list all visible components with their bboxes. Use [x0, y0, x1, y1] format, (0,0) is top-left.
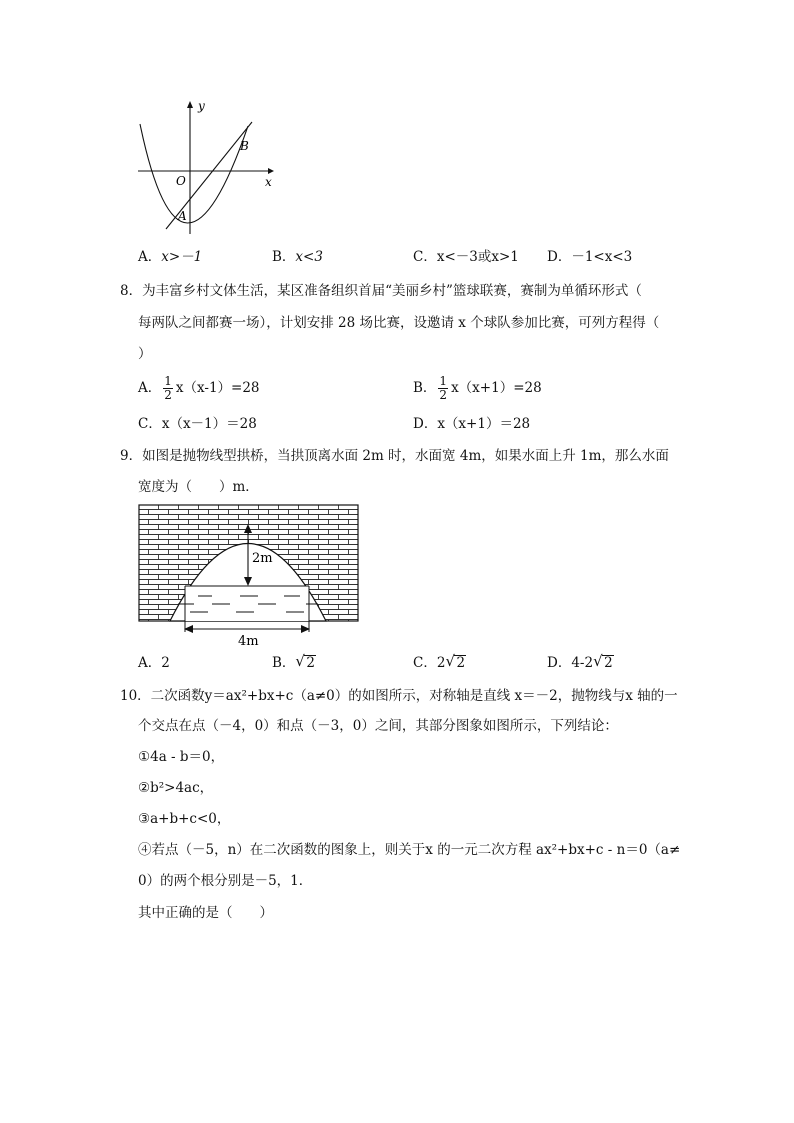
y-label: y — [198, 99, 205, 113]
q8-stem-line3: ） — [138, 346, 152, 362]
height-label: 2m — [252, 551, 273, 566]
q8-option-a — [138, 374, 260, 402]
q8-option-b — [413, 374, 542, 402]
option-letter: C． — [413, 249, 437, 265]
option-value: x（x+1）=28 — [451, 380, 542, 396]
fraction: $\frac{1}{2}$ — [164, 374, 172, 402]
option-value: x>－1 — [161, 249, 203, 265]
q9-option-d: D．4-2 √ 2 — [547, 652, 613, 671]
q10-statement-4-line2: 0）的两个根分别是－5，1． — [138, 873, 313, 889]
sqrt-expr: √ 2 — [593, 652, 613, 671]
q10-statement-2: ②b²>4ac， — [138, 780, 214, 796]
option-letter: A． — [138, 380, 162, 396]
q8-option-c: C．x（x－1）＝28 — [138, 416, 257, 432]
option-letter: D． — [547, 249, 572, 265]
option-letter: A． — [138, 249, 162, 265]
option-value: x<3 — [295, 249, 323, 265]
point-b-label: B — [240, 139, 249, 153]
q10-statement-1: ①4a - b＝0， — [138, 749, 225, 765]
option-letter: B． — [272, 655, 296, 671]
q10-statement-3: ③a+b+c<0， — [138, 811, 231, 827]
width-label: 4m — [238, 634, 259, 648]
q7-option-a — [138, 247, 202, 267]
q7-option-c — [413, 247, 519, 267]
q8-stem-line1: 8．为丰富乡村文体生活，某区准备组织首届“美丽乡村”篮球联赛，赛制为单循环形式（ — [120, 283, 642, 299]
option-value: －1<x<3 — [571, 249, 633, 265]
point-a-label: A — [178, 209, 187, 223]
sqrt-expr: √ 2 — [445, 652, 466, 671]
q10-stem-line1: 10．二次函数y＝ax²+bx+c（a≠0）的如图所示，对称轴是直线 x＝－2，抛物线与x 轴的一 — [120, 688, 678, 704]
sqrt-expr: √ 2 — [295, 652, 316, 671]
q9-option-c: C．2 √ 2 — [413, 652, 466, 671]
q9-option-a: A．2 — [138, 655, 170, 671]
q8-stem-line2: 每两队之间都赛一场），计划安排 28 场比赛，设邀请 x 个球队参加比赛，可列方程得（ — [138, 315, 660, 331]
q9-stem-line2: 宽度为（ ）m． — [138, 479, 259, 495]
option-value: x<－3或x>1 — [436, 249, 519, 265]
q10-question: 其中正确的是（ ） — [138, 905, 273, 921]
fraction: $\frac{1}{2}$ — [439, 374, 448, 402]
q10-statement-4-line1: ④若点（－5，n）在二次函数的图象上，则关于x 的一元二次方程 ax²+bx+c - n＝0（a≠ — [138, 842, 681, 858]
option-letter: B． — [413, 380, 437, 396]
option-letter: D． — [547, 655, 572, 671]
option-letter: B． — [272, 249, 296, 265]
q8-option-d: D．x（x+1）＝28 — [413, 416, 531, 432]
arch-bridge-figure — [138, 504, 362, 648]
q10-stem-line2: 个交点在点（－4，0）和点（－3，0）之间，其部分图象如图所示，下列结论： — [138, 718, 618, 734]
origin-label: O — [176, 174, 186, 188]
q9-stem-line1: 9．如图是抛物线型拱桥，当拱顶离水面 2m 时，水面宽 4m，如果水面上升 1m，那么水面 — [120, 448, 669, 464]
parabola-line-figure — [128, 96, 288, 236]
q7-option-b — [272, 247, 323, 267]
parabola-curve — [140, 124, 248, 223]
x-label: x — [265, 175, 272, 189]
q9-option-b — [272, 653, 316, 673]
q7-option-d — [547, 247, 632, 267]
option-value: x（x-1）=28 — [175, 380, 260, 396]
option-letter: C． — [413, 655, 437, 671]
